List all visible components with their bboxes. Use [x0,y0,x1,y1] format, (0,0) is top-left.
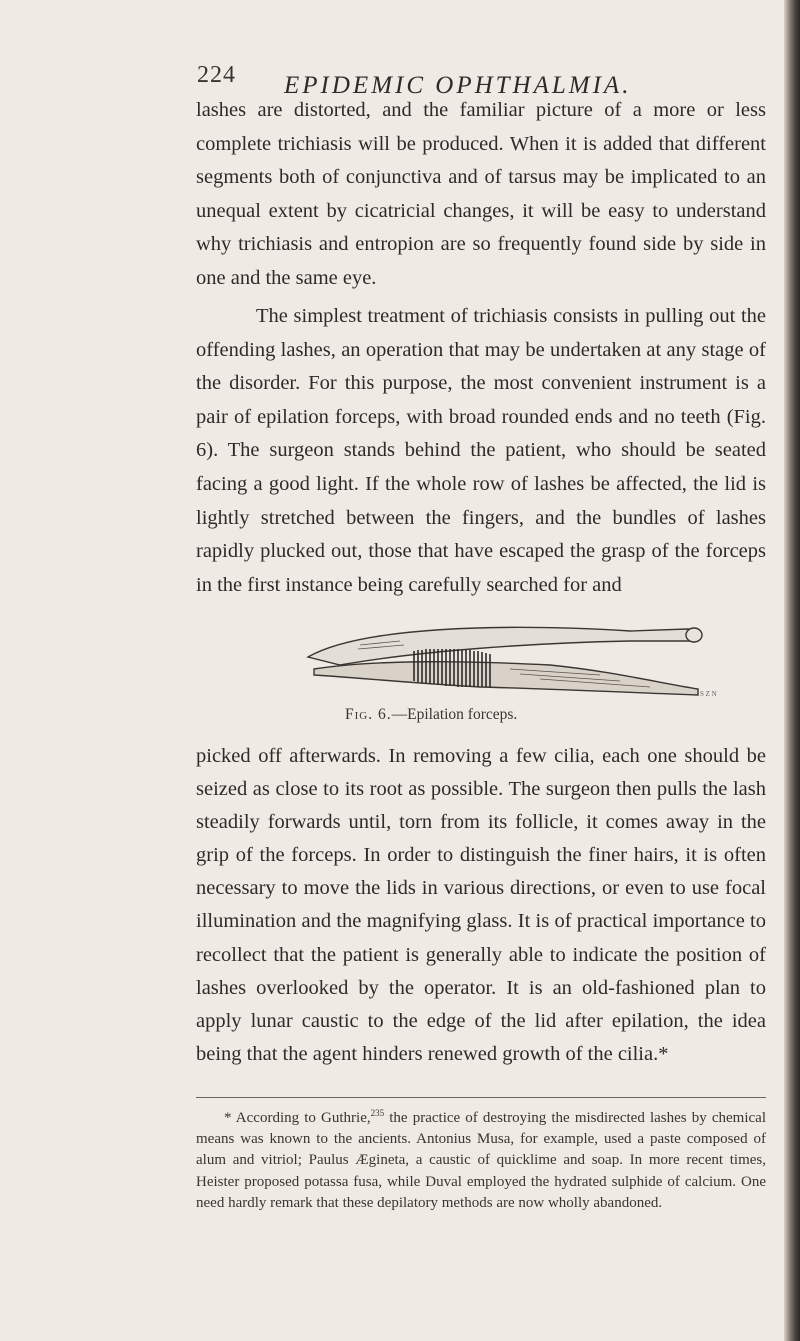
figure-engraver-marks: S Z N [700,690,717,698]
paragraph-1: lashes are distorted, and the familiar picture of a more or less complete trichiasis will be produced. When it is added that different segments both of conjunctiva and of tarsus may be implicated to an unequal extent by cicatricial changes, it will be easy to understand why trichiasis and entropion are so frequently found side by side in one and the same eye. [196,99,766,289]
epilation-forceps-illustration [300,617,710,709]
figure-caption [345,706,645,724]
footnote-text: the practice of destroying the misdirected lashes by chemical means was known to the ancients. Antonius Musa, for example, used a paste composed of alum and vitriol; Paulus Ægineta, a caustic of quicklime and soap. In more recent times, Heister proposed potassa fusa, while Duval employed the hydrated sulphide of calcium. One need hardly remark that these depilatory methods are now wholly abandoned. [196,1110,766,1211]
figure-caption-text: —Epilation forceps. [391,706,518,723]
paragraph-2: The simplest treatment of trichiasis consists in pulling out the offending lashes, an operation that may be undertaken at any stage of the disorder. For this purpose, the most convenient instrument is a pair of epilation forceps, with broad rounded ends and no teeth (Fig. 6). The surgeon stands behind the patient, who should be seated facing a good light. If the whole row of lashes be affected, the lid is lightly stretched between the fingers, and the bundles of lashes rapidly plucked out, those that have escaped the grasp of the forceps in the first instance being carefully searched for and [196,305,766,596]
footnote [196,1103,766,1214]
paragraph-3: picked off afterwards. In removing a few cilia, each one should be seized as close to its root as possible. The surgeon then pulls the lash steadily forwards until, torn from its follicle, it comes away in the grip of the forceps. In order to distinguish the finer hairs, it is often necessary to move the lids in various directions, or even to use focal illumination and the magnifying glass. It is of practical importance to recollect that the patient is generally able to indicate the position of lashes overlooked by the operator. It is an old-fashioned plan to apply lunar caustic to the edge of the lid after epilation, the idea being that the agent hinders renewed growth of the cilia.* [196,745,766,1065]
running-head: EPIDEMIC OPHTHALMIA. [284,72,632,99]
footnote-lead: * According to Guthrie, [224,1110,371,1126]
book-spine-edge [784,0,800,1341]
page-number: 224 [197,62,236,88]
footnote-reference: 235 [370,1108,385,1118]
figure-label: Fig. 6. [345,706,392,723]
footnote-divider [196,1097,766,1098]
